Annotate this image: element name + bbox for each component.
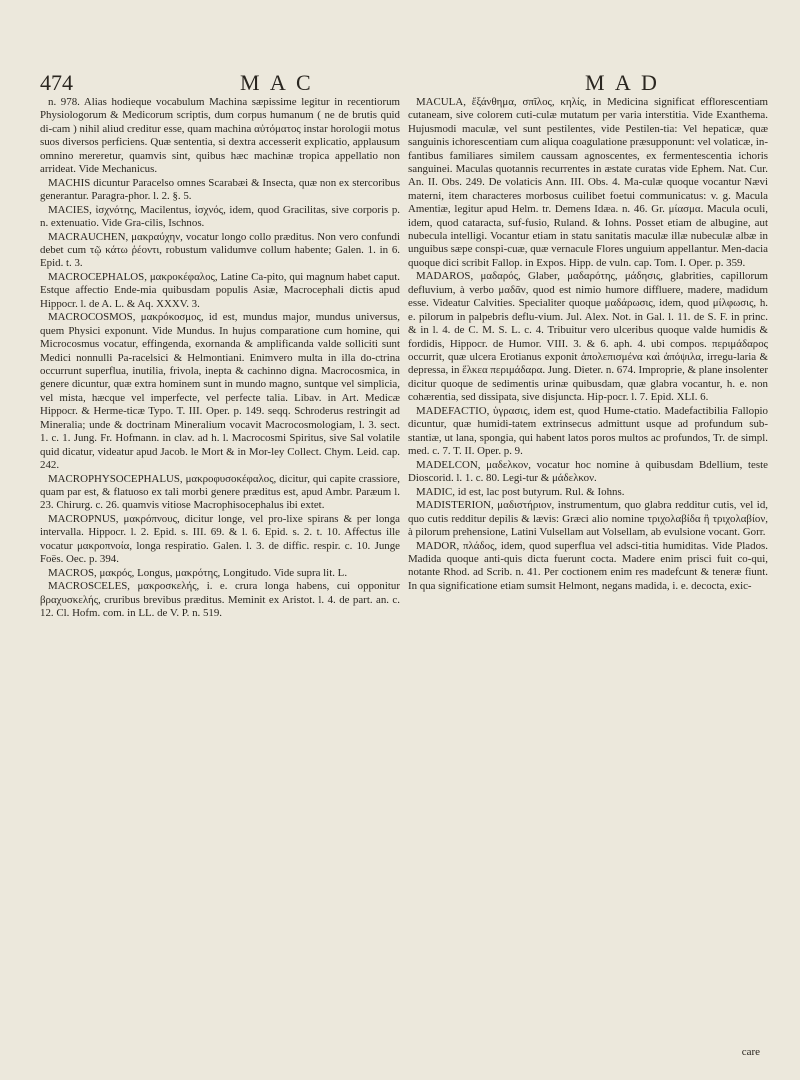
- entry-madaros: MADAROS, μαδαρός, Glaber, μαδαρότης, μάδησις, glabrities, capillorum defluvium, à verbo μαδᾶν, quod est nimio humore diffluere, madere, madidum esse. Videatur Calvities. Specialiter quoque μαδάρωσις, idem, quod μίλφωσις, h. e. pilorum in palpebris deflu-vium. Jul. Alex. Not. in Gal. l. 11. de S. F. in princ. & in l. 4. de C. M. S. L. c. 4. Tribuitur vero ulceribus quoque valde humidis & fordidis, Hippocr. de Humor. VIII. 3. & 6. aph. 4. ubi compos. περιμάδαρος occurrit, quæ ulcera Erotianus exponit ἀπολεπισμένα καὶ ἀπόψιλα, irregu-laria & depressa, in ἕλκεα περιμάδαρα. Jung. Dieter. n. 674. Improprie, & plane insolenter dicitur quoque de sedimentis urinæ quibusdam, quæ glabra vocantur, h. e. non cohærentia, sed dissipata, sive disjuncta. Hip-pocr. l. 7. Epid. XLI. 6.: [408, 270, 768, 404]
- entry-macrauchen: MACRAUCHEN, μακραύχην, vocatur longo collo præditus. Non vero confundi debet cum τῷ κάτω ῥέοντι, robustum validumve collum habente; Galen. 1. in 6. Epid. t. 3.: [40, 230, 400, 270]
- left-column: [40, 96, 400, 621]
- entry-machis: MACHIS dicuntur Paracelso omnes Scarabæi & Insecta, quæ non ex stercoribus generantur. Paragra-phor. l. 2. §. 5.: [40, 176, 400, 203]
- entry-macrocephalos: MACROCEPHALOS, μακροκέφαλος, Latine Ca-pito, qui magnum habet caput. Estque affectio Ende-mia quibusdam populis Asiæ, Macrocephali dictis apud Hippocr. l. de A. L. & Aq. XXXV. 3.: [40, 271, 400, 310]
- entry-madefactio: MADEFACTIO, ὑγρασις, idem est, quod Hume-ctatio. Madefactibilia Fallopio dicuntur, quæ humidi-tatem extrinsecus admittunt usque ad profundum sub-stantiæ, ut lana, spongia, qui habent latos poros multos ac profundos, Tr. de simpl. med. c. 7. T. II. Oper. p. 9.: [408, 404, 768, 457]
- entry-macies: MACIES, ἰσχνότης, Macilentus, ἰσχνός, idem, quod Gracilitas, sive corporis p. n. extenuatio. Vide Gra-cilis, Ischnos.: [40, 203, 400, 230]
- entry-madisterion: MADISTERION, μαδιστήριον, instrumentum, quo glabra redditur cutis, vel id, quo cutis redditur depilis & lævis: Græci alio nomine τριχολαβίδα ἢ τριχολαβίον, à pilorum prehensione, Latini Vulsellam aut Volsellam, ab evulsione vocant. Gorr.: [408, 499, 768, 538]
- running-header: [40, 70, 760, 94]
- entry-paragraph: n. 978. Alias hodieque vocabulum Machina sæpissime legitur in recentiorum Physiologorum & Medicorum scriptis, dum corpus humanum ( ne de brutis quid di-cam ) nihil aliud creditur esse, quam machina αὐτόματος instar horologii motus suos diversos perficiens. Quæ sententia, si dextra accesserit explicatio, applausum omnino mereretur, quamvis sint, quibus hæc machinæ tropica appellatio non arrideat. Vide Mechanicus.: [40, 96, 400, 176]
- left-running-head: M A C: [240, 70, 314, 95]
- right-column: [408, 96, 768, 593]
- page-number: 474: [40, 70, 73, 95]
- catchword: care: [741, 1046, 760, 1058]
- entry-macrocosmos: MACROCOSMOS, μακρόκοσμος, id est, mundus major, mundus universus, quem Physici exponunt. Vide Mundus. In hujus comparatione cum homine, qui Microcosmus vocatur, effingenda, exornanda & amplificanda valde solliciti sunt Medici nonnulli Pa-racelsici & Helmontiani. Enimvero multa in illa do-ctrina occurrunt superflua, inutilia, frivola, inepta & cachinno digna. Macrocosmica, in genere dicuntur, quæ extra hominem sunt in mundo magno, suntque vel simplicia, vel mista, hæcque vel imperfecte, vel perfecte talia. Libav. in Art. Medicæ Hippocr. & Herme-ticæ Typo. T. III. Oper. p. 149. seqq. Schroderus restringit ad Mineralia; unde & doctrinam Mineralium vocavit Macrocosmologiam, l. 3. sect. 1. c. 1. Jung. Fr. Hofmann. in clav. ad h. l. Macrocosmi Spiritus, sive Sal volatile quid dicatur, videatur apud Jacob. le Mort & in Mor-ley Collect. Chym. Leid. cap. 242.: [40, 311, 400, 471]
- entry-madic: MADIC, id est, lac post butyrum. Rul. & Iohns.: [416, 485, 625, 498]
- entry-madelcon: MADELCON, μαδελκον, vocatur hoc nomine à quibusdam Bdellium, teste Dioscorid. l. 1. c. 80. Legi-tur & μάδελκον.: [408, 458, 768, 484]
- entry-macrosceles: MACROSCELES, μακροσκελής, i. e. crura longa habens, cui opponitur βραχυσκελής, cruribus brevibus præditus. Meminit ex Aristot. l. 4. de part. an. c. 12. Cl. Hofm. com. in LL. de V. P. n. 519.: [40, 580, 400, 620]
- entry-macrophysocephalus: MACROPHYSOCEPHALUS, μακροφυσοκέφαλος, dicitur, qui capite crassiore, quam par est, & flatuoso ex tali morbi genere præditus est, apud Ambr. Paræum l. 23. Chirurg. c. 26. quamvis vitiose Macrophisocephalus ibi extet.: [40, 472, 400, 512]
- entry-macropnus: MACROPNUS, μακρόπνους, dicitur longe, vel pro-lixe spirans & per longa intervalla. Hippocr. l. 2. Epid. s. III. 69. & l. 6. Epid. s. 2. t. 10. Affectus ille vocatur μακροπνοία, longa respiratio. Galen. l. 3. de diffic. respir. c. 10. Junge Foës. Oec. p. 394.: [40, 512, 400, 566]
- entry-mador: MADOR, πλάδος, idem, quod superflua vel adsci-titia humiditas. Vide Plados. Madida quoque anti-quis dicta fuerunt cocta. Madere enim prisci fuit co-qui, notante Rhod. ad Scrib. n. 41. Per coctionem enim res madefcunt & teneræ fiunt. In qua significatione etiam sumsit Helmont, negans madida, i. e. decocta, exic-: [408, 539, 768, 592]
- entry-macros: MACROS, μακρός, Longus, μακρότης, Longitudo. Vide supra lit. L.: [48, 566, 348, 579]
- right-running-head: M A D: [585, 70, 660, 95]
- entry-macula: MACULA, ἔξάνθημα, σπῖλος, κηλίς, in Medicina significat efflorescentiam cutaneam, sive colorem cuti-culæ mutatum per varia interstitia. Vide Exanthema. Hujusmodi maculæ, vel sunt pestilentes, vide Pestilen-tia: Vel hepaticæ, quæ sanguinis ichorescentiam cum aliqua coagulatione præsupponunt: vel volaticæ, in-fantibus familiares similem caussam agnoscentes, ex fermentescentia ichoris sanguinei. Maculas quotannis recurrentes in æstate curatas vide Ephem. Nat. Cur. An. II. Obs. 249. De volaticis Ann. III. Obs. 4. Ma-culæ quoque vocantur Nævi materni, item characteres morbosus cuilibet foetui communicatus: v. g. Macula Amentiæ, legitur apud Helm. tr. Demens Idæa. n. 46. Gr. μίασμα. Macula oculi, idem, quod cataracta, suf-fusio, Ruland. & Iohns. Posset etiam de albugine, aut nubecula intelligi. Vocantur etiam in statu sanitatis maculæ illæ nubeculæ albæ in unguibus sæpe conspi-cuæ, quæ vernacule Flores unguium appellantur. Men-dacia quoque dici scribit Fallop. in Expos. Hipp. de vuln. cap. Tom. I. Oper. p. 359.: [408, 96, 768, 269]
